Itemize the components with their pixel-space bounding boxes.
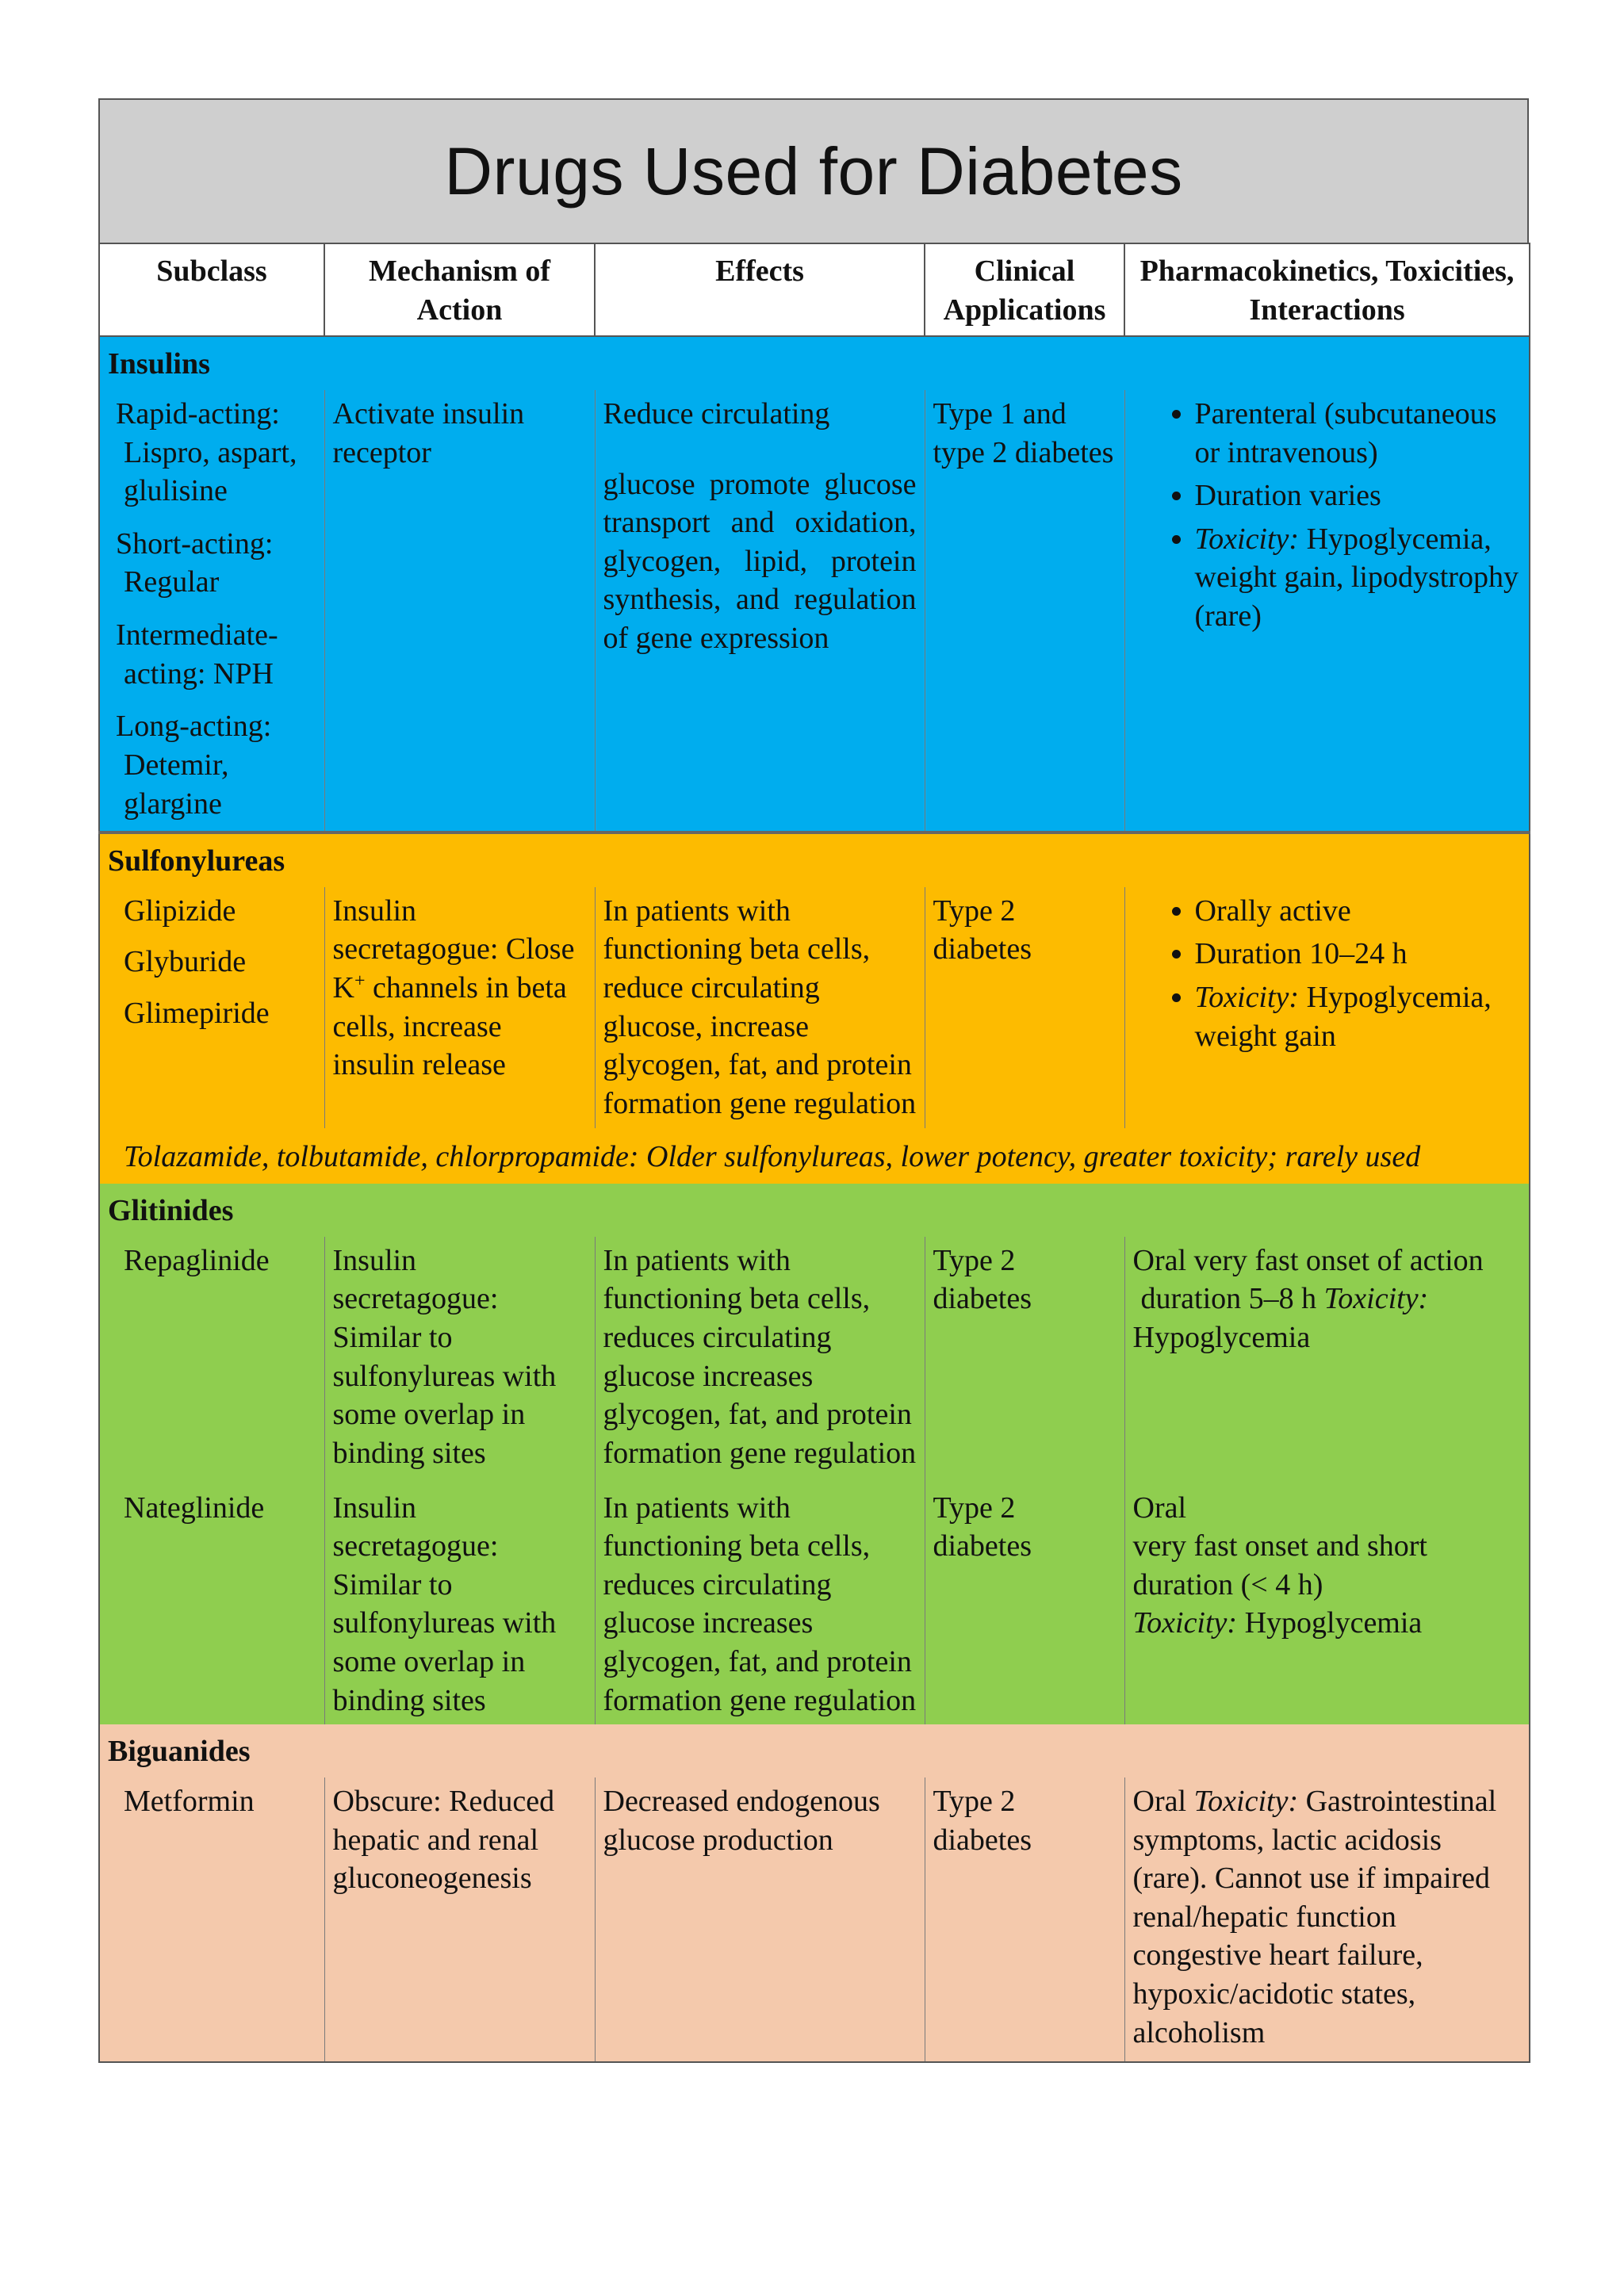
drug-table [98, 243, 1530, 2063]
table-row-nateglinide [99, 1478, 1530, 1725]
pk-item [1195, 978, 1522, 1055]
section-label-biguanides: Biguanides [99, 1724, 1530, 1777]
section-label-sulfonylureas: Sulfonylureas [99, 832, 1530, 887]
pk-item: • Duration 10–24 h [1195, 935, 1522, 974]
toxicity-text: Hypoglycemia, weight gain, lipodystrophy (rare) [1194, 522, 1519, 633]
section-row-glitinides [99, 1184, 1530, 1237]
section-row-sulfonylureas [99, 832, 1530, 887]
sulfonylureas-note: Tolazamide, tolbutamide, chlorpropamide: Older sulfonylureas, lower potency, greater toxicity; rarely used [99, 1128, 1530, 1184]
biguanide-effects: Decreased endogenous glucose production [595, 1777, 925, 2062]
drug-item: Glimepiride [124, 997, 270, 1030]
toxicity-text: Hypoglycemia [1244, 1606, 1423, 1640]
toxicity-label: Toxicity: [1323, 1282, 1429, 1316]
table-row-insulins [99, 390, 1530, 832]
pk-text: Oral very fast onset of action [1132, 1243, 1484, 1277]
drug-item: Short-acting: Regular [116, 526, 274, 599]
table-row-repaglinide [99, 1237, 1530, 1478]
glitinide-drug: Repaglinide [99, 1237, 324, 1478]
toxicity-text: Gastrointestinal symptoms, lactic acidosis (rare). Cannot use if impaired renal/hepatic function congestive heart failure, hypoxic/acidotic states, alcoholism [1132, 1784, 1497, 2049]
glitinide-mechanism: Insulin secretagogue: Similar to sulfonylureas with some overlap in binding sites [324, 1237, 595, 1478]
insulins-effects [595, 390, 925, 832]
pk-item [1195, 520, 1522, 636]
pk-text: very fast onset and short duration (< 4 h) [1132, 1529, 1427, 1601]
glitinide-drug: Nateglinide [99, 1478, 324, 1725]
insulins-clinical: Type 1 and type 2 diabetes [925, 390, 1124, 832]
toxicity-label: Toxicity: [1194, 981, 1300, 1014]
glitinide-pk [1124, 1478, 1530, 1725]
header-clinical: Clinical Applications [925, 243, 1124, 336]
page-title: Drugs Used for Diabetes [444, 133, 1183, 209]
pk-list [1133, 892, 1522, 1056]
header-pharmacokinetics: Pharmacokinetics, Toxicities, Interactions [1124, 243, 1530, 336]
glitinide-effects: In patients with functioning beta cells, reduces circulating glucose increases glycogen, fat, and protein formation gene regulation [595, 1478, 925, 1725]
table-row-sulfonylureas [99, 887, 1530, 1128]
insulins-mechanism: Activate insulin receptor [324, 390, 595, 832]
biguanide-drug: Metformin [99, 1777, 324, 2062]
mechanism-text: Insulin secretagogue: Close K [332, 894, 575, 1004]
glitinide-effects: In patients with functioning beta cells, reduces circulating glucose increases glycogen, fat, and protein formation gene regulation [595, 1237, 925, 1478]
section-label-insulins: Insulins [99, 336, 1530, 390]
section-row-biguanides [99, 1724, 1530, 1777]
section-row-insulins [99, 336, 1530, 390]
toxicity-label: Toxicity: [1194, 522, 1300, 556]
biguanide-pk [1124, 1777, 1530, 2062]
table-row-metformin [99, 1777, 1530, 2062]
effects-line: Reduce circulating [603, 396, 830, 430]
header-effects: Effects [595, 243, 925, 336]
pk-item: • Orally active [1195, 892, 1522, 931]
pk-item: • Duration varies [1195, 476, 1522, 515]
glitinide-clinical: Type 2 diabetes [925, 1237, 1124, 1478]
toxicity-text: Hypoglycemia [1132, 1321, 1311, 1354]
toxicity-text: Hypoglycemia, weight gain [1194, 981, 1492, 1053]
spacer [603, 434, 917, 465]
table-row-sulfonylureas-note [99, 1128, 1530, 1184]
glitinide-mechanism: Insulin secretagogue: Similar to sulfonylureas with some overlap in binding sites [324, 1478, 595, 1725]
drug-item: Glyburide [124, 945, 247, 979]
biguanide-clinical: Type 2 diabetes [925, 1777, 1124, 2062]
pk-text: Oral [1132, 1490, 1187, 1525]
biguanide-mechanism: Obscure: Reduced hepatic and renal gluconeogenesis [324, 1777, 595, 2062]
glitinide-pk [1124, 1237, 1530, 1478]
insulins-drugs [99, 390, 324, 832]
mechanism-text-cont: channels in beta cells, increase insulin release [332, 971, 567, 1082]
document [98, 98, 1529, 2063]
toxicity-label: Toxicity: [1193, 1784, 1299, 1818]
pk-text: duration 5–8 h [1140, 1282, 1317, 1316]
effects-text: glucose promote glucose transport and oxidation, glycogen, lipid, protein synthesis, and regulation of gene expression [603, 467, 917, 655]
sulfonylureas-mechanism [324, 887, 595, 1128]
sulfonylureas-pk [1124, 887, 1530, 1128]
pk-list [1133, 395, 1522, 636]
toxicity-label: Toxicity: [1132, 1606, 1238, 1640]
drug-item: Rapid-acting: Lispro, aspart, glulisine [116, 396, 297, 508]
header-subclass: Subclass [99, 243, 324, 336]
title-bar [98, 98, 1529, 243]
insulins-pk [1124, 390, 1530, 832]
glitinide-clinical: Type 2 diabetes [925, 1478, 1124, 1725]
sulfonylureas-effects: In patients with functioning beta cells, reduce circulating glucose, increase glycogen, fat, and protein formation gene regulation [595, 887, 925, 1128]
sulfonylureas-clinical: Type 2 diabetes [925, 887, 1124, 1128]
sulfonylureas-drugs [99, 887, 324, 1128]
drug-item: Intermediate-acting: NPH [116, 618, 278, 691]
pk-text: Oral [1132, 1784, 1187, 1818]
drug-item: Long-acting: Detemir, glargine [116, 710, 272, 821]
superscript: + [354, 970, 366, 992]
section-label-glitinides: Glitinides [99, 1184, 1530, 1237]
pk-item: • Parenteral (subcutaneous or intravenous) [1195, 395, 1522, 472]
header-mechanism: Mechanism of Action [324, 243, 595, 336]
header-row [99, 243, 1530, 336]
drug-item: Glipizide [124, 894, 236, 928]
